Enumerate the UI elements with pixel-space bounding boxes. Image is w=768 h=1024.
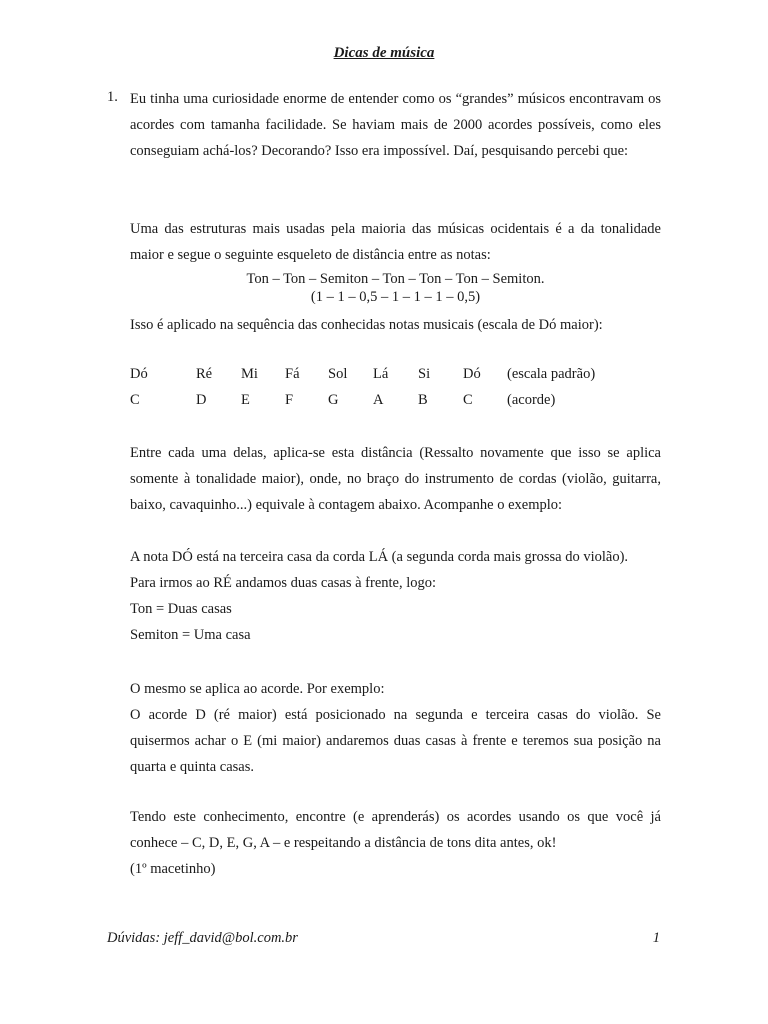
notes-label: (escala padrão) bbox=[507, 366, 596, 382]
note-cell: Dó bbox=[130, 366, 148, 382]
chord-cell: E bbox=[241, 392, 250, 408]
note-cell: Lá bbox=[373, 366, 389, 382]
example-line-1: A nota DÓ está na terceira casa da corda LÁ (a segunda corda mais grossa do violão). bbox=[130, 549, 629, 565]
chord-cell: C bbox=[130, 392, 140, 408]
pattern-block bbox=[130, 270, 661, 306]
page-footer bbox=[107, 930, 660, 947]
chord-cell: C bbox=[463, 392, 473, 408]
closing-block bbox=[130, 804, 661, 882]
note-cell: Mi bbox=[241, 366, 258, 382]
example-block bbox=[130, 544, 661, 648]
applied-text: Isso é aplicado na sequência das conhecidas notas musicais (escala de Dó maior): bbox=[130, 317, 603, 333]
closing-paragraph: Tendo este conhecimento, encontre (e aprenderás) os acordes usando os que você já conhece – C, D, E, G, A – e respeitando a distância de tons dita antes, ok! bbox=[130, 809, 661, 851]
between-paragraph: Entre cada uma delas, aplica-se esta distância (Ressalto novamente que isso se aplica somente à tonalidade maior), onde, no braço do instrumento de cordas (violão, guitarra, baixo, cavaquinho...) equivale à contagem abaixo. Acompanhe o exemplo: bbox=[130, 445, 661, 513]
ton-definition: Ton = Duas casas bbox=[130, 601, 232, 617]
chord-cell: D bbox=[196, 392, 207, 408]
page-number: 1 bbox=[652, 930, 660, 946]
example-line-2: Para irmos ao RÉ andamos duas casas à frente, logo: bbox=[130, 575, 437, 591]
pattern-line: Ton – Ton – Semiton – Ton – Ton – Ton – Semiton. bbox=[246, 271, 545, 287]
pattern-values: (1 – 1 – 0,5 – 1 – 1 – 1 – 0,5) bbox=[310, 289, 481, 305]
chord-paragraph: O acorde D (ré maior) está posicionado na segunda e terceira casas do violão. Se quisermos achar o E (mi maior) andaremos duas casas à frente e teremos sua posição na quarta e quinta casas. bbox=[130, 707, 661, 775]
semiton-definition: Semiton = Uma casa bbox=[130, 627, 251, 643]
between-block bbox=[130, 440, 661, 518]
chord-cell: F bbox=[285, 392, 294, 408]
chord-block bbox=[130, 676, 661, 780]
note-cell: Sol bbox=[328, 366, 348, 382]
chord-cell: B bbox=[418, 392, 428, 408]
note-cell: Si bbox=[418, 366, 431, 382]
closing-note: (1º macetinho) bbox=[130, 861, 216, 877]
structure-paragraph-block bbox=[130, 216, 661, 268]
chords-row bbox=[130, 392, 661, 414]
chord-cell: A bbox=[373, 392, 384, 408]
chord-intro: O mesmo se aplica ao acorde. Por exemplo: bbox=[130, 681, 385, 697]
intro-paragraph: Eu tinha uma curiosidade enorme de entender como os “grandes” músicos encontravam os acordes com tamanha facilidade. Se haviam mais de 2000 acordes possíveis, como eles conseguiam achá-los? Decorando? Isso era impossível. Daí, pesquisando percebi que: bbox=[130, 91, 661, 159]
intro-paragraph-block bbox=[130, 86, 661, 164]
footer-contact: Dúvidas: jeff_david@bol.com.br bbox=[107, 930, 298, 946]
note-cell: Fá bbox=[285, 366, 300, 382]
applied-block bbox=[130, 312, 661, 338]
page-title: Dicas de música bbox=[333, 45, 435, 61]
notes-row bbox=[130, 366, 661, 388]
chord-cell: G bbox=[328, 392, 339, 408]
note-cell: Ré bbox=[196, 366, 213, 382]
structure-paragraph: Uma das estruturas mais usadas pela maioria das músicas ocidentais é a da tonalidade maior e segue o seguinte esqueleto de distância entre as notas: bbox=[130, 221, 661, 263]
note-cell: Dó bbox=[463, 366, 481, 382]
chords-label: (acorde) bbox=[507, 392, 556, 408]
list-number: 1. bbox=[107, 89, 118, 105]
